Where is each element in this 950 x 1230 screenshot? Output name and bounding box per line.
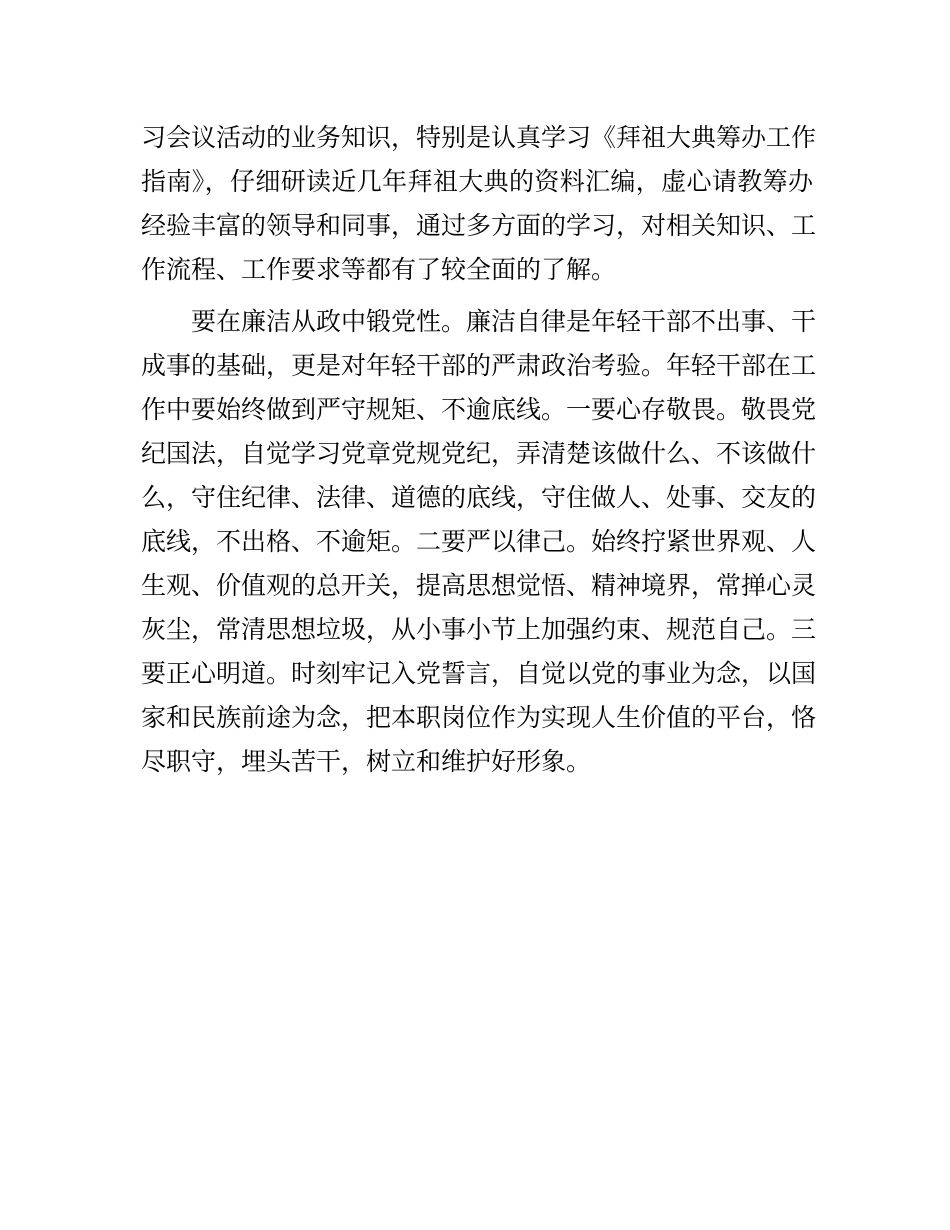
text-line: 么，守住纪律、法律、道德的底线，守住做人、处事、交友的 — [141, 483, 817, 512]
text-line: 尽职守，埋头苦干，树立和维护好形象。 — [141, 747, 592, 776]
paragraph-1 — [141, 116, 817, 292]
text-line: 纪国法，自觉学习党章党规党纪，弄清楚该做什么、不该做什 — [141, 439, 817, 468]
paragraph-2 — [141, 300, 817, 784]
text-line: 生观、价值观的总开关，提高思想觉悟、精神境界，常掸心灵 — [141, 571, 817, 600]
text-line: 习会议活动的业务知识，特别是认真学习《拜祖大典筹办工作 — [141, 123, 817, 152]
text-line: 要正心明道。时刻牢记入党誓言，自觉以党的事业为念，以国 — [141, 659, 817, 688]
text-line: 作中要始终做到严守规矩、不逾底线。一要心存敬畏。敬畏党 — [141, 395, 817, 424]
text-line: 灰尘，常清思想垃圾，从小事小节上加强约束、规范自己。三 — [141, 615, 817, 644]
text-line: 底线，不出格、不逾矩。二要严以律己。始终拧紧世界观、人 — [141, 527, 817, 556]
text-line: 经验丰富的领导和同事，通过多方面的学习，对相关知识、工 — [141, 211, 817, 240]
text-line: 成事的基础，更是对年轻干部的严肃政治考验。年轻干部在工 — [141, 351, 817, 380]
text-line: 作流程、工作要求等都有了较全面的了解。 — [141, 255, 617, 284]
text-line: 家和民族前途为念，把本职岗位作为实现人生价值的平台，恪 — [141, 703, 817, 732]
text-line: 要在廉洁从政中锻党性。廉洁自律是年轻干部不出事、干 — [191, 307, 817, 336]
text-line: 指南》，仔细研读近几年拜祖大典的资料汇编，虚心请教筹办 — [141, 167, 813, 196]
document-body — [141, 116, 817, 784]
